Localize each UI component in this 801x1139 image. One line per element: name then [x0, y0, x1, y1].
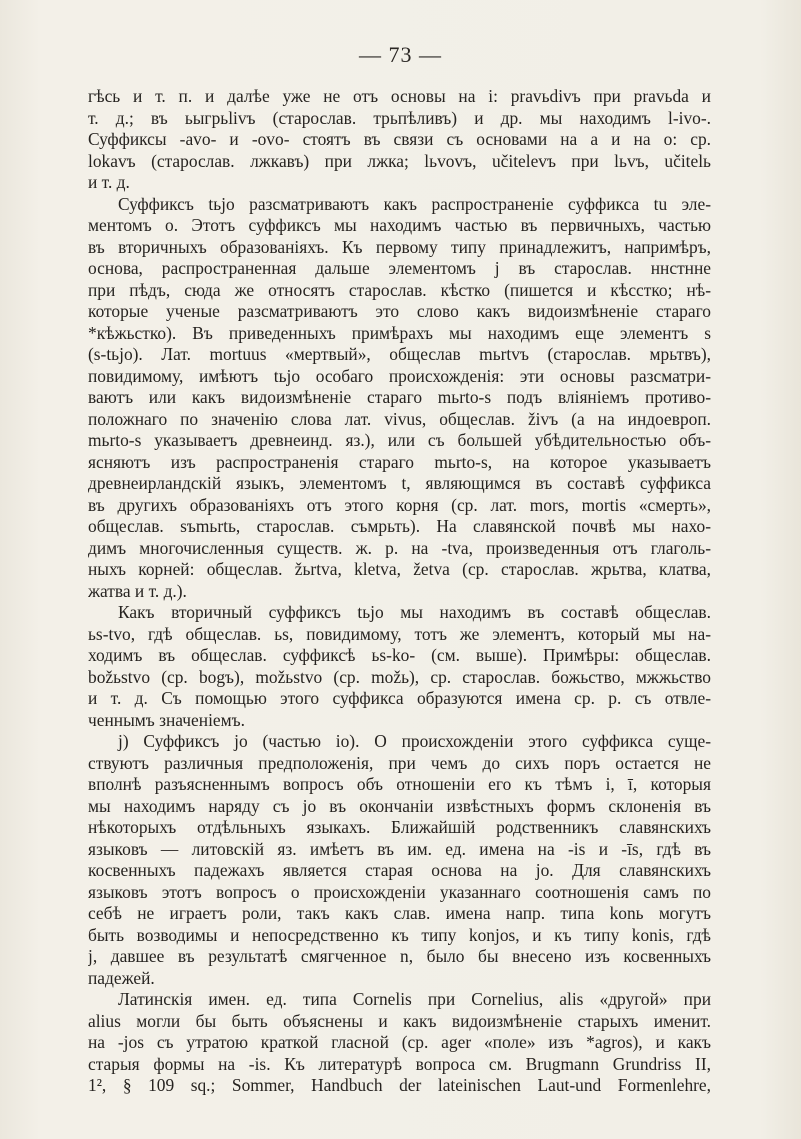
text-line: мы находимъ наряду съ jo въ окончаніи извѣстныхъ формъ склоненія въ — [88, 795, 711, 816]
text-line: языковъ этотъ вопросъ о происхожденіи указаннаго соотношенія самъ по — [88, 881, 711, 902]
text-line: *кѣжьстко). Въ приведенныхъ примѣрахъ мы находимъ еще элементъ s — [88, 322, 711, 343]
text-line: ваютъ или какъ видоизмѣненіе стараго mьrtо-s подъ вліяніемъ противо- — [88, 387, 711, 407]
text-line: языковъ — литовскій яз. имѣетъ въ им. ед. имена на -is и -īs, гдѣ въ — [88, 838, 711, 859]
paragraph — [88, 194, 711, 603]
text-line: božьstvo (ср. bogъ), možьstvo (ср. možь), ср. старослав. божьство, мжжьство — [88, 666, 711, 687]
text-line: падежей. — [88, 967, 155, 988]
text-line: ьs-tvo, гдѣ общеслав. ьs, повидимому, тотъ же элементъ, который мы на- — [88, 623, 711, 644]
text-line: (s-tьjo). Лат. mortuus «мертвый», общеслав mьrtvъ (старослав. мрьтвъ), — [88, 344, 711, 364]
text-line: т. д.; въ ьыгрьlivъ (старослав. трьпѣливъ) и др. мы находимъ l-ivo-. — [88, 107, 711, 128]
text-line: Какъ вторичный суффиксъ tьjo мы находимъ въ составѣ общеслав. — [118, 602, 711, 622]
text-line: въ другихъ образованіяхъ отъ этого корня (ср. лат. mors, mortis «смерть», — [88, 494, 711, 515]
paragraph — [88, 989, 711, 1097]
text-line: древнеирландскій языкъ, элементомъ t, являющимся въ составѣ суффикса — [88, 473, 711, 493]
text-line: ментомъ о. Этотъ суффиксъ мы находимъ частью въ первичныхъ, частью — [88, 215, 711, 235]
text-line: и т. д. — [88, 172, 130, 192]
text-line: ходимъ въ общеслав. суффиксѣ ьs-ko- (см. выше). Примѣры: общеслав. — [88, 645, 711, 665]
text-line: при пѣдъ, сюда же относятъ старослав. кѣстко (пишется и кѣсстко; нѣ- — [88, 279, 711, 300]
text-line: j, давшее въ результатѣ смягченное n, было бы внесено изъ косвенныхъ — [88, 946, 711, 966]
text-line: на -jos съ утратою краткой гласной (ср. ager «поле» изъ *agros), и какъ — [88, 1032, 711, 1052]
page-number: — 73 — — [359, 42, 442, 67]
text-line: повидимому, имѣютъ tьjo особаго происхожденія: эти основы разсматри- — [88, 365, 711, 386]
text-line: ствуютъ различныя предположенія, при чемъ до сихъ поръ остается не — [88, 752, 711, 773]
text-line: вполнѣ разъясненнымъ вопросъ объ отношеніи его къ тѣмъ i, ī, которыя — [88, 774, 711, 794]
paragraph — [88, 86, 711, 194]
text-line: ясняютъ изъ распространенія стараго mьrtо-s, на которое указываетъ — [88, 451, 711, 472]
text-line: нѣкоторыхъ отдѣльныхъ языкахъ. Ближайшій родственникъ славянскихъ — [88, 817, 711, 837]
text-line: которые ученые разсматриваютъ это слово какъ видоизмѣненіе стараго — [88, 301, 711, 321]
text-line: косвенныхъ падежахъ является старая основа на jo. Для славянскихъ — [88, 860, 711, 880]
text-line: быть возводимы и непосредственно къ типу konjos, и къ типу konis, гдѣ — [88, 924, 711, 945]
body-text — [88, 86, 711, 1097]
text-line: mьrtо-s указываетъ древнеинд. яз.), или съ большей убѣдительностью объ- — [88, 430, 711, 450]
text-line: j) Суффиксъ jo (частью io). О происхожденіи этого суффикса суще- — [118, 731, 711, 751]
text-line: и т. д. Съ помощью этого суффикса образуются имена ср. р. съ отвле- — [88, 688, 711, 708]
text-line: старыя формы на -is. Къ литературѣ вопроса см. Brugmann Grundriss II, — [88, 1053, 711, 1074]
text-line: въ вторичныхъ образованіяхъ. Къ первому типу принадлежитъ, напримѣръ, — [88, 236, 711, 257]
text-line: положнаго по значенію слова лат. vivus, общеслав. živъ (а на индоевроп. — [88, 408, 711, 429]
text-line: Суффиксъ tьjo разсматриваютъ какъ распространеніе суффикса tu эле- — [118, 193, 711, 214]
text-line: основа, распространенная дальше элементомъ j въ старослав. ннстнне — [88, 258, 711, 278]
text-line: жатва и т. д.). — [88, 580, 187, 601]
text-line: alius могли бы быть объяснены и какъ видоизмѣненіе старыхъ именит. — [88, 1010, 711, 1031]
text-line: ченнымъ значеніемъ. — [88, 709, 245, 730]
text-line: общеслав. sъmьrtь, старослав. съмрьть). На славянской почвѣ мы нахо- — [88, 516, 711, 536]
text-line: Латинскія имен. ед. типа Cornelis при Cornelius, alis «другой» при — [118, 989, 711, 1009]
text-line: 1², § 109 sq.; Sommer, Handbuch der lateinischen Laut-und Formenlehre, — [88, 1075, 711, 1095]
text-line: Суффиксы -avo- и -ovo- стоятъ въ связи съ основами на а и на о: ср. — [88, 129, 711, 149]
text-line: lokavъ (старослав. лжкавъ) при лжка; lьvovъ, učitelevъ при lьvъ, učitelь — [88, 150, 711, 171]
paragraph — [88, 731, 711, 989]
text-line: гѣсь и т. п. и далѣе уже не отъ основы на i: pravьdivъ при pravьda и — [88, 86, 711, 106]
paragraph — [88, 602, 711, 731]
text-line: ныхъ корней: общеслав. žьrtvа, kletva, žetva (ср. старослав. жрьтва, клатва, — [88, 559, 711, 579]
text-line: себѣ не играетъ роли, такъ какъ слав. имена напр. типа konь могутъ — [88, 903, 711, 923]
text-line: димъ многочисленныя существ. ж. р. на -tvа, произведенныя отъ глаголь- — [88, 537, 711, 558]
